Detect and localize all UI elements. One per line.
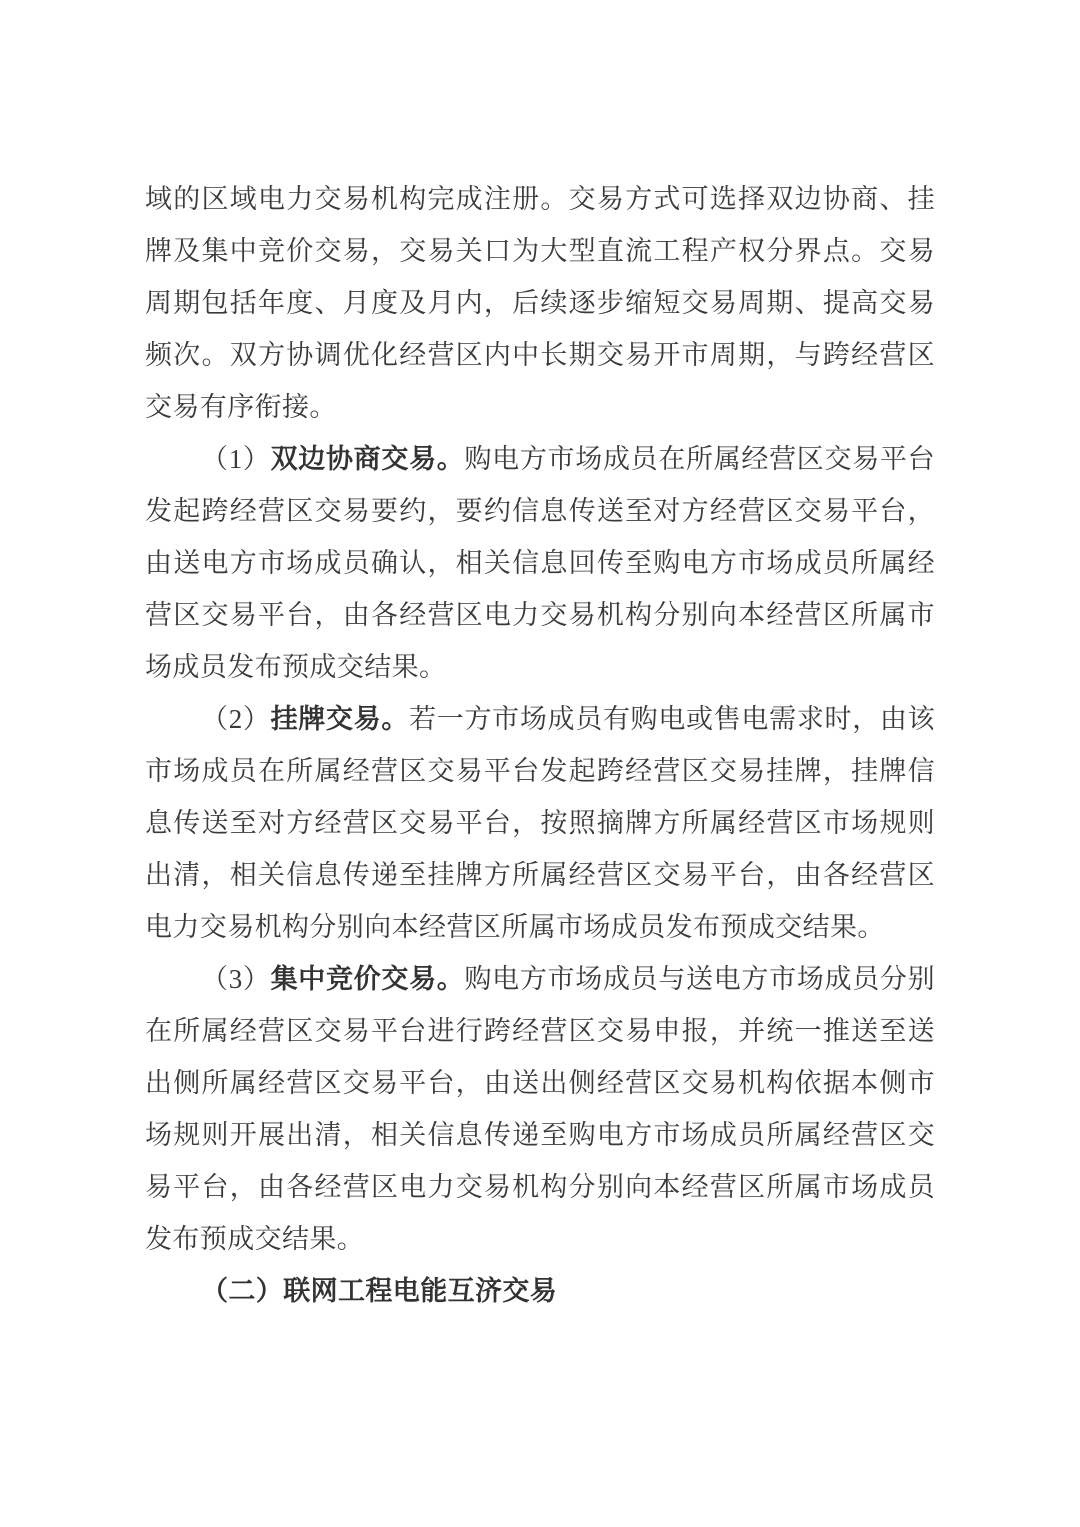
paragraph-text: 域的区域电力交易机构完成注册。交易方式可选择双边协商、挂牌及集中竞价交易，交易关口为大型直流工程产权分界点。交易周期包括年度、月度及月内，后续逐步缩短交易周期、提高交易频次。双方协调优化经营区内中长期交易开市周期，与跨经营区交易有序衔接。 xyxy=(145,184,935,422)
item-term: 集中竞价交易。 xyxy=(270,964,465,994)
item-term: 挂牌交易。 xyxy=(270,704,410,734)
paragraph-item-3 xyxy=(145,953,935,1265)
item-term: 双边协商交易。 xyxy=(270,444,465,474)
paragraph-text: 购电方市场成员在所属经营区交易平台发起跨经营区交易要约，要约信息传送至对方经营区交易平台，由送电方市场成员确认，相关信息回传至购电方市场成员所属经营区交易平台，由各经营区电力交易机构分别向本经营区所属市场成员发布预成交结果。 xyxy=(145,444,935,682)
paragraph-text: 若一方市场成员有购电或售电需求时，由该市场成员在所属经营区交易平台发起跨经营区交易挂牌，挂牌信息传送至对方经营区交易平台，按照摘牌方所属经营区市场规则出清，相关信息传递至挂牌方所属经营区交易平台，由各经营区电力交易机构分别向本经营区所属市场成员发布预成交结果。 xyxy=(145,704,935,942)
item-number: （1） xyxy=(201,444,271,474)
document-body xyxy=(145,173,935,1317)
paragraph-continuation xyxy=(145,173,935,433)
paragraph-item-1 xyxy=(145,433,935,693)
paragraph-item-2 xyxy=(145,693,935,953)
item-number: （3） xyxy=(201,964,271,994)
item-number: （2） xyxy=(201,704,271,734)
section-heading xyxy=(145,1265,935,1317)
paragraph-text: 购电方市场成员与送电方市场成员分别在所属经营区交易平台进行跨经营区交易申报，并统一推送至送出侧所属经营区交易平台，由送出侧经营区交易机构依据本侧市场规则开展出清，相关信息传递至购电方市场成员所属经营区交易平台，由各经营区电力交易机构分别向本经营区所属市场成员发布预成交结果。 xyxy=(145,964,935,1254)
section-heading-text: （二）联网工程电能互济交易 xyxy=(201,1276,558,1306)
